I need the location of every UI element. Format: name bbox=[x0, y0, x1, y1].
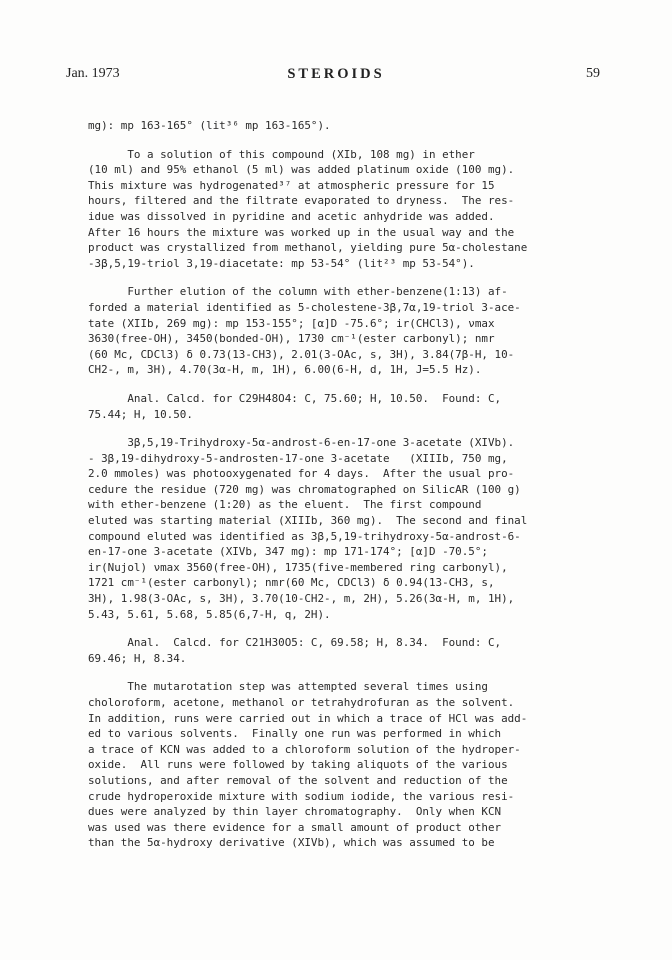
running-header-journal: STEROIDS bbox=[287, 66, 385, 82]
text-line: (10 ml) and 95% ethanol (5 ml) was added platinum oxide (100 mg). bbox=[88, 163, 515, 177]
paragraph bbox=[88, 118, 608, 134]
paragraph-gap bbox=[88, 666, 608, 679]
text-line: was used was there evidence for a small amount of product other bbox=[88, 820, 502, 834]
text-line: - 3β,19-dihydroxy-5-androsten-17-one 3-acetate (XIIIb, 750 mg, bbox=[88, 451, 508, 465]
running-header-date: Jan. 1973 bbox=[66, 66, 120, 81]
text-line: Anal. Calcd. for C21H30O5: C, 69.58; H, 8.34. Found: C, bbox=[88, 636, 502, 650]
text-line: solutions, and after removal of the solvent and reduction of the bbox=[88, 773, 508, 787]
paragraph-gap bbox=[88, 271, 608, 284]
text-line: with ether-benzene (1:20) as the eluent. The first compound bbox=[88, 498, 482, 512]
text-line: cedure the residue (720 mg) was chromatographed on SilicAR (100 g) bbox=[88, 482, 521, 496]
text-line: ir(Nujol) νmax 3560(free-OH), 1735(five-membered ring carbonyl), bbox=[88, 560, 508, 574]
text-line: Anal. Calcd. for C29H48O4: C, 75.60; H, 10.50. Found: C, bbox=[88, 391, 502, 405]
text-line: The mutarotation step was attempted several times using bbox=[88, 680, 488, 694]
text-line: 75.44; H, 10.50. bbox=[88, 407, 193, 421]
text-line: 1721 cm⁻¹(ester carbonyl); nmr(60 Mc, CDCl3) δ 0.94(13-CH3, s, bbox=[88, 576, 495, 590]
text-line: 3H), 1.98(3-OAc, s, 3H), 3.70(10-CH2-, m, 2H), 5.26(3α-H, m, 1H), bbox=[88, 592, 515, 606]
body-text bbox=[88, 118, 608, 851]
text-line: forded a material identified as 5-cholestene-3β,7α,19-triol 3-ace- bbox=[88, 300, 521, 314]
text-line: dues were analyzed by thin layer chromatography. Only when KCN bbox=[88, 805, 502, 819]
text-line: mg): mp 163-165° (lit³⁶ mp 163-165°). bbox=[88, 119, 331, 132]
text-line: To a solution of this compound (XIb, 108 mg) in ether bbox=[88, 147, 475, 161]
text-line: a trace of KCN was added to a chloroform solution of the hydroper- bbox=[88, 742, 521, 756]
text-line: (60 Mc, CDCl3) δ 0.73(13-CH3), 2.01(3-OAc, s, 3H), 3.84(7β-H, 10- bbox=[88, 347, 515, 361]
page-number: 59 bbox=[586, 66, 600, 81]
text-line: en-17-one 3-acetate (XIVb, 347 mg): mp 171-174°; [α]D -70.5°; bbox=[88, 545, 488, 559]
text-line: oxide. All runs were followed by taking aliquots of the various bbox=[88, 758, 508, 772]
paragraph-gap bbox=[88, 134, 608, 147]
text-line: CH2-, m, 3H), 4.70(3α-H, m, 1H), 6.00(6-H, d, 1H, J=5.5 Hz). bbox=[88, 363, 482, 377]
text-line: choloroform, acetone, methanol or tetrahydrofuran as the solvent. bbox=[88, 696, 515, 709]
paragraph bbox=[88, 391, 608, 422]
text-line: After 16 hours the mixture was worked up in the usual way and the bbox=[88, 225, 515, 239]
text-line: 69.46; H, 8.34. bbox=[88, 651, 187, 665]
text-line: 2.0 mmoles) was photooxygenated for 4 days. After the usual pro- bbox=[88, 467, 515, 481]
text-line: 3β,5,19-Trihydroxy-5α-androst-6-en-17-one 3-acetate (XIVb). bbox=[88, 436, 515, 450]
text-line: -3β,5,19-triol 3,19-diacetate: mp 53-54° (lit²³ mp 53-54°). bbox=[88, 256, 475, 270]
text-line: hours, filtered and the filtrate evaporated to dryness. The res- bbox=[88, 194, 515, 208]
text-line: than the 5α-hydroxy derivative (XIVb), which was assumed to be bbox=[88, 836, 495, 850]
text-line: In addition, runs were carried out in which a trace of HCl was add- bbox=[88, 711, 528, 725]
text-line: tate (XIIb, 269 mg): mp 153-155°; [α]D -75.6°; ir(CHCl3), νmax bbox=[88, 316, 495, 330]
paragraph-gap bbox=[88, 622, 608, 635]
text-line: 5.43, 5.61, 5.68, 5.85(6,7-H, q, 2H). bbox=[88, 607, 331, 621]
paragraph bbox=[88, 635, 608, 666]
text-line: 3630(free-OH), 3450(bonded-OH), 1730 cm⁻¹(ester carbonyl); nmr bbox=[88, 332, 495, 346]
text-line: ed to various solvents. Finally one run was performed in which bbox=[88, 727, 502, 741]
text-line: compound eluted was identified as 3β,5,19-trihydroxy-5α-androst-6- bbox=[88, 529, 521, 543]
paragraph-gap bbox=[88, 378, 608, 391]
text-line: idue was dissolved in pyridine and acetic anhydride was added. bbox=[88, 209, 495, 223]
paragraph bbox=[88, 147, 608, 272]
text-line: crude hydroperoxide mixture with sodium iodide, the various resi- bbox=[88, 789, 515, 803]
paragraph bbox=[88, 284, 608, 378]
text-line: product was crystallized from methanol, yielding pure 5α-cholestane bbox=[88, 241, 528, 255]
paragraph bbox=[88, 679, 608, 851]
paragraph-gap bbox=[88, 422, 608, 435]
paragraph bbox=[88, 435, 608, 622]
text-line: eluted was starting material (XIIIb, 360 mg). The second and final bbox=[88, 514, 528, 528]
text-line: Further elution of the column with ether-benzene(1:13) af- bbox=[88, 285, 508, 299]
text-line: This mixture was hydrogenated³⁷ at atmospheric pressure for 15 bbox=[88, 178, 495, 192]
